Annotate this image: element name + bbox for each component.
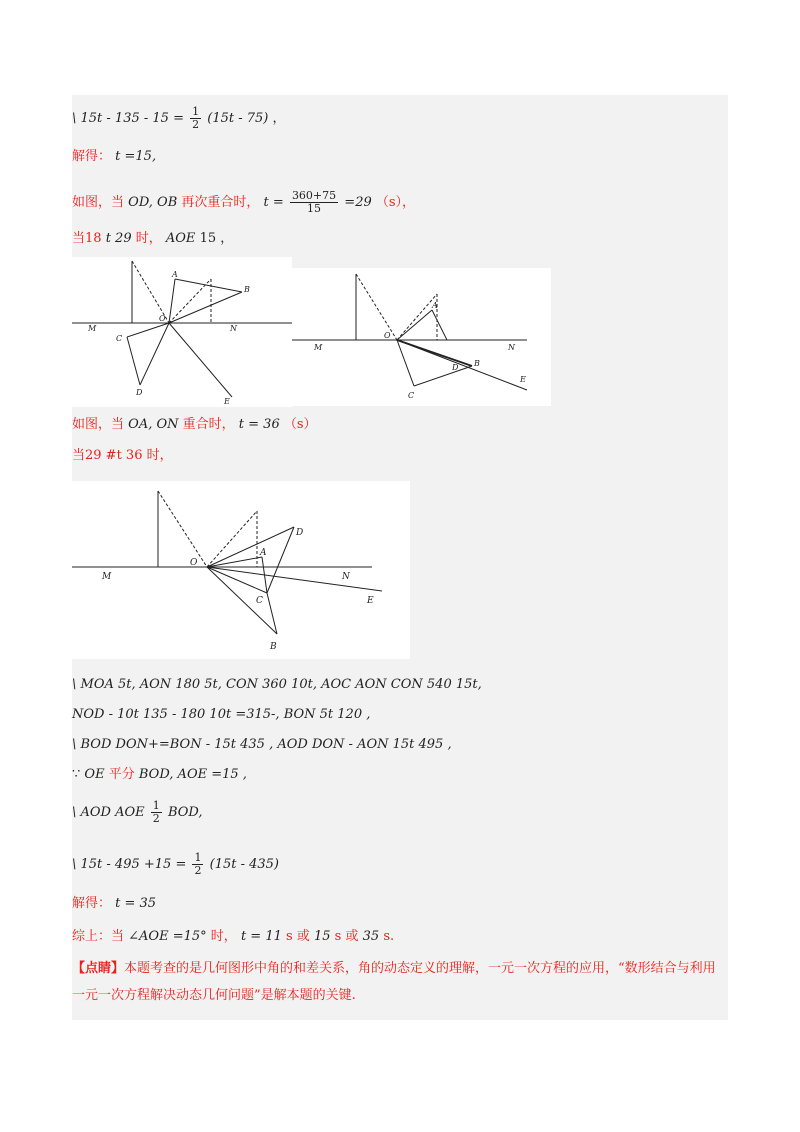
fig2-label-D: D bbox=[452, 363, 459, 372]
fig1-label-C: C bbox=[116, 334, 123, 343]
half-angle-line: \ AOD AOE $\frac{1}{2}$ BOD, bbox=[72, 799, 203, 825]
half-fraction: $\frac{1}{2}$ bbox=[152, 799, 160, 825]
figure-3-svg bbox=[72, 481, 410, 659]
figure-1 bbox=[72, 257, 292, 407]
figure-2 bbox=[292, 268, 551, 406]
coincide-line-oa-on: 如图，当 OA, ON 重合时， t = 36 （s） bbox=[72, 417, 317, 432]
eq1-left: \ 15t - 135 - 15 = bbox=[72, 111, 184, 126]
fig2-label-N: N bbox=[508, 343, 515, 352]
solution-label: 解得： bbox=[72, 149, 112, 164]
fig2-label-O: O bbox=[384, 331, 391, 340]
comment-paragraph bbox=[72, 955, 728, 1009]
figure-2-svg bbox=[292, 268, 551, 406]
fig3-label-N: N bbox=[342, 572, 350, 582]
fig3-label-M: M bbox=[102, 572, 112, 582]
fig1-label-O: O bbox=[159, 314, 166, 323]
fig1-label-E: E bbox=[224, 397, 230, 406]
fig3-label-C: C bbox=[256, 596, 263, 606]
eq1-right: (15t - 75) bbox=[207, 111, 269, 126]
fig2-label-A: A bbox=[432, 301, 438, 310]
fig3-label-E: E bbox=[367, 596, 374, 606]
angle-expressions-line-3: \ BOD DON+=BON - 15t 435 , AOD DON - AON 15t 495 , bbox=[72, 737, 452, 752]
eq1-fraction: $\frac{1}{2}$ bbox=[192, 105, 200, 131]
fig2-label-B: B bbox=[474, 359, 480, 368]
fig2-label-M: M bbox=[314, 343, 323, 352]
fig1-label-A: A bbox=[172, 270, 178, 279]
fig1-label-B: B bbox=[244, 285, 250, 294]
fig1-label-N: N bbox=[230, 324, 237, 333]
figure-1-svg bbox=[72, 257, 292, 407]
fig2-label-E: E bbox=[520, 375, 526, 384]
fig3-label-A: A bbox=[260, 548, 267, 558]
angle-expressions-line-2: NOD - 10t 135 - 180 10t =315-, BON 5t 120 , bbox=[72, 707, 371, 722]
fig3-label-D: D bbox=[296, 528, 304, 538]
figure-3 bbox=[72, 481, 410, 659]
angle-expressions-line-1: \ MOA 5t, AON 180 5t, CON 360 10t, AOC AON CON 540 15t, bbox=[72, 677, 482, 692]
interval-line-29-36: 当29 #t 36 时， bbox=[72, 448, 173, 463]
solution-line-2: 解得： t = 35 bbox=[72, 896, 157, 911]
equation-line-2: \ 15t - 495 +15 = $\frac{1}{2}$ (15t - 435) bbox=[72, 851, 280, 877]
bisector-line: ∵ OE 平分 BOD, AOE =15 , bbox=[72, 767, 247, 782]
fig3-label-O: O bbox=[190, 558, 198, 568]
fig2-label-C: C bbox=[408, 391, 415, 400]
time-fraction: $\frac{360+75}{15}$ bbox=[291, 189, 337, 215]
fig1-label-M: M bbox=[88, 324, 97, 333]
interval-line-18-29: 当18 t 29 时， AOE 15 ， bbox=[72, 231, 234, 246]
coincide-line-od-ob: 如图，当 OD, OB 再次重合时， t = $\frac{360+75}{15}$ =29 （s）， bbox=[72, 189, 416, 215]
equation-line-1: \ 15t - 135 - 15 = $\frac{1}{2}$ (15t - 75) ， bbox=[72, 105, 286, 131]
comment-text: 本题考查的是几何图形中角的和差关系，角的动态定义的理解，一元一次方程的应用，“数形结合与利用一元一次方程解决动态几何问题”是解本题的关键. bbox=[72, 961, 716, 1003]
summary-line: 综上：当 ∠AOE =15° 时， t = 11 s 或 15 s 或 35 s. bbox=[72, 929, 395, 944]
comment-tag: 【点睛】 bbox=[72, 961, 125, 976]
eq2-fraction: $\frac{1}{2}$ bbox=[194, 851, 202, 877]
fig3-label-B: B bbox=[270, 642, 277, 652]
fig1-label-D: D bbox=[136, 388, 143, 397]
solution-value: t =15, bbox=[115, 149, 157, 164]
solution-line-1 bbox=[72, 148, 156, 166]
